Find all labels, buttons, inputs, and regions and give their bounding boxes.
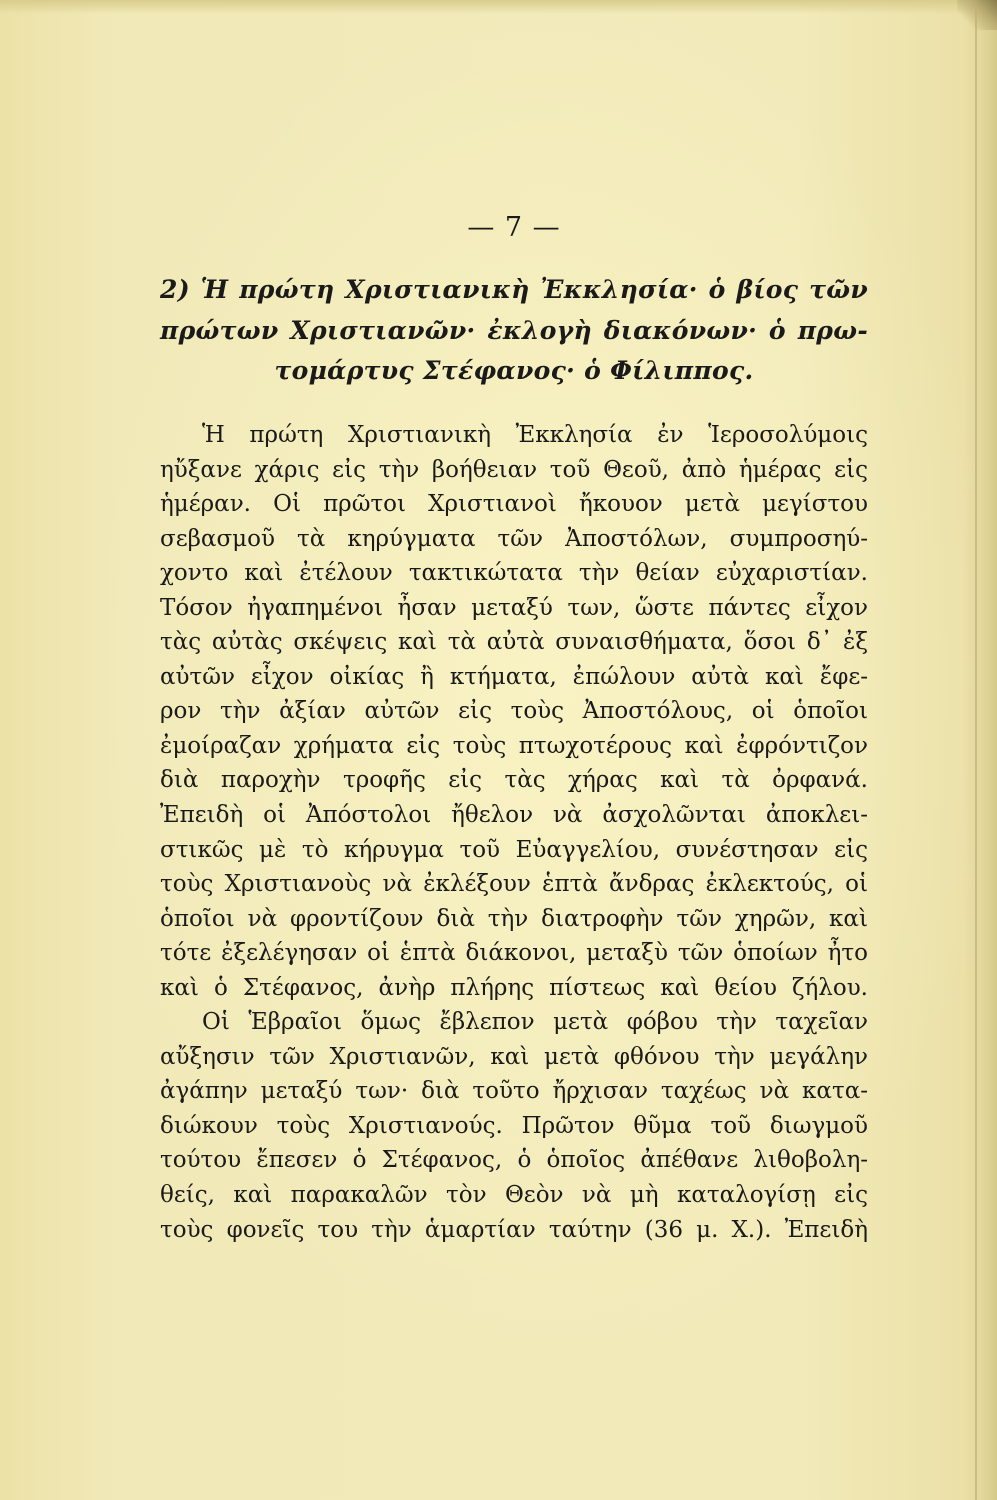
body-line: στικῶς μὲ τὸ κήρυγμα τοῦ Εὐαγγελίου, συνέστησαν εἰς bbox=[160, 836, 868, 863]
body-line: Τόσον ἠγαπημένοι ἦσαν μεταξύ των, ὥστε πάντες εἶχον bbox=[160, 594, 868, 621]
body-text bbox=[160, 418, 868, 1247]
heading-line: πρώτων Χριστιανῶν· ἐκλογὴ διακόνων· ὁ πρω- bbox=[160, 315, 868, 345]
body-line: Ἐπειδὴ οἱ Ἀπόστολοι ἤθελον νὰ ἀσχολῶνται ἀποκλει- bbox=[160, 802, 868, 829]
body-line: αὔξησιν τῶν Χριστιανῶν, καὶ μετὰ φθόνου τὴν μεγάλην bbox=[160, 1043, 868, 1070]
body-line: σεβασμοῦ τὰ κηρύγματα τῶν Ἀποστόλων, συμπροσηύ- bbox=[160, 525, 868, 552]
heading-line: 2) Ἡ πρώτη Χριστιανικὴ Ἐκκλησία· ὁ βίος τῶν bbox=[160, 275, 868, 304]
body-line: αὐτῶν εἶχον οἰκίας ἢ κτήματα, ἐπώλουν αὐτὰ καὶ ἔφε- bbox=[160, 663, 868, 690]
body-line: χοντο καὶ ἐτέλουν τακτικώτατα τὴν θείαν εὐχαριστίαν. bbox=[160, 560, 868, 587]
page-corner-wear bbox=[957, 0, 997, 30]
body-line: τότε ἐξελέγησαν οἱ ἑπτὰ διάκονοι, μεταξὺ τῶν ὁποίων ἦτο bbox=[160, 940, 868, 967]
body-line: τὰς αὐτὰς σκέψεις καὶ τὰ αὐτὰ συναισθήματα, ὅσοι δ᾽ ἐξ bbox=[160, 629, 868, 656]
body-line: ὁποῖοι νὰ φροντίζουν διὰ τὴν διατροφὴν τῶν χηρῶν, καὶ bbox=[160, 905, 868, 932]
body-line: ἐμοίραζαν χρήματα εἰς τοὺς πτωχοτέρους καὶ ἐφρόντιζον bbox=[160, 732, 868, 759]
body-line: διὰ παροχὴν τροφῆς εἰς τὰς χήρας καὶ τὰ ὀρφανά. bbox=[160, 767, 868, 794]
section-heading bbox=[160, 270, 868, 392]
body-line: ἡμέραν. Οἱ πρῶτοι Χριστιανοὶ ἤκουον μετὰ μεγίστου bbox=[160, 491, 868, 518]
body-line: ηὔξανε χάρις εἰς τὴν βοήθειαν τοῦ Θεοῦ, ἀπὸ ἡμέρας εἰς bbox=[160, 456, 868, 483]
body-line: θείς, καὶ παρακαλῶν τὸν Θεὸν νὰ μὴ καταλογίσῃ εἰς bbox=[160, 1182, 868, 1209]
page-number: — 7 — bbox=[467, 212, 561, 243]
body-line: ρον τὴν ἀξίαν αὐτῶν εἰς τοὺς Ἀποστόλους, οἱ ὁποῖοι bbox=[160, 698, 868, 725]
body-line: τοὺς Χριστιανοὺς νὰ ἐκλέξουν ἑπτὰ ἄνδρας ἐκλεκτούς, οἱ bbox=[160, 871, 868, 898]
page-top-edge bbox=[0, 0, 997, 14]
body-line: Ἡ πρώτη Χριστιανικὴ Ἐκκλησία ἐν Ἱεροσολύμοις bbox=[202, 422, 868, 448]
body-line: τούτου ἔπεσεν ὁ Στέφανος, ὁ ὁποῖος ἀπέθανε λιθοβολη- bbox=[160, 1147, 868, 1174]
page-right-fold bbox=[963, 0, 997, 1500]
body-line: τοὺς φονεῖς του τὴν ἁμαρτίαν ταύτην (36 μ. Χ.). Ἐπειδὴ bbox=[160, 1216, 868, 1243]
body-line: διώκουν τοὺς Χριστιανούς. Πρῶτον θῦμα τοῦ διωγμοῦ bbox=[160, 1112, 868, 1139]
heading-line: τομάρτυς Στέφανος· ὁ Φίλιππος. bbox=[274, 356, 754, 385]
body-line: Οἱ Ἑβραῖοι ὅμως ἔβλεπον μετὰ φόβου τὴν ταχεῖαν bbox=[202, 1009, 868, 1036]
body-line: καὶ ὁ Στέφανος, ἀνὴρ πλήρης πίστεως καὶ θείου ζήλου. bbox=[160, 974, 868, 1001]
body-line: ἀγάπην μεταξύ των· διὰ τοῦτο ἤρχισαν ταχέως νὰ κατα- bbox=[160, 1078, 868, 1105]
